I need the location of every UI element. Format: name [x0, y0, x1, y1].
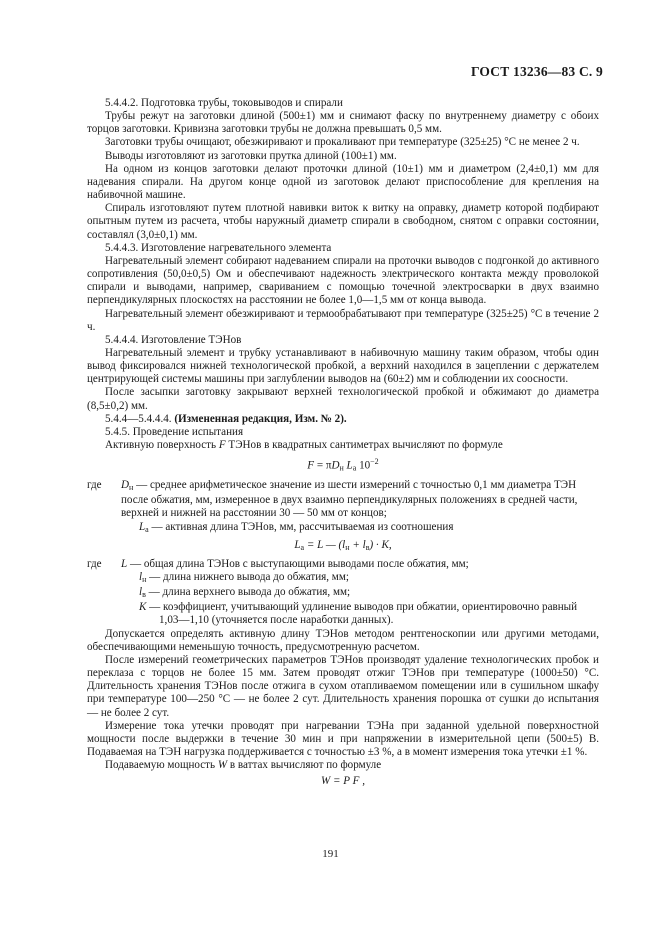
paragraph: После измерений геометрических параметров ТЭНов производят удаление технологических пробок и переклаза с торцов не более 15 мм. Затем проводят отжиг ТЭНов при температуре (1000±50) °С. Длительность хранения ТЭНов после отжига в сухом отапливаемом помещении или в сушильном шкафу при температуре 100—250 °С — не более 2 сут. Длительность хранения порошка от сушки до испытания — не более 2 сут. [87, 653, 599, 719]
paragraph: Допускается определять активную длину ТЭНов методом рентгеноскопии или другими методами, обеспечивающими неменьшую точность, предусмотренную расчетом. [87, 627, 599, 653]
paragraph: Активную поверхность F ТЭНов в квадратных сантиметрах вычисляют по формуле [105, 439, 503, 452]
amendment-text: (Измененная редакция, Изм. № 2). [174, 412, 347, 425]
formula-power: W = P F , [321, 775, 365, 788]
section-heading-5-4-4-4: 5.4.4.4. Изготовление ТЭНов [105, 333, 242, 346]
formula-active-surface: $F = \pi D_н$ $L_а$ $10^{-2}$ [307, 457, 379, 473]
amendment-range: 5.4.4—5.4.4.4. [105, 412, 175, 425]
page-number: 191 [322, 848, 339, 860]
page-header: ГОСТ 13236—83 С. 9 [470, 64, 603, 79]
paragraph: Подаваемую мощность W в ваттах вычисляют по формуле [105, 759, 382, 772]
document-body [87, 97, 599, 793]
definition-ln: $l_н$ — длина нижнего вывода до обжатия, мм; [139, 571, 349, 584]
paragraph: Выводы изготовляют из заготовки прутка длиной (100±1) мм. [105, 149, 397, 162]
formula-active-length: $L_а = L$ — $(l_н + l_в) \cdot K$, [294, 538, 392, 552]
amendment-note [87, 413, 599, 426]
definition-lv: $l_в$ — длина верхнего вывода до обжатия, мм; [139, 586, 351, 600]
section-heading-5-4-4-3: 5.4.4.3. Изготовление нагревательного элемента [105, 241, 332, 254]
definition-l: где L — общая длина ТЭНов с выступающими выводами после обжатия, мм; [87, 557, 469, 570]
definition-d: где $D_н$ — среднее арифметическое значение из шести измерений с точностью 0,1 мм диаметра ТЭН после обжатия, мм, измеренное в двух взаимно перпендикулярных положениях в средней части, верхней и нижней на расстоянии 30 — 50 мм от концов; [87, 479, 578, 520]
definition-k: K — коэффициент, учитывающий удлинение выводов при обжатии, ориентировочно равный 1,03—1,10 (уточняется после наработки данных). [139, 601, 578, 627]
paragraph: На одном из концов заготовки делают проточки длиной (10±1) мм и диаметром (2,4±0,1) мм для надевания спирали. На другом конце одной из заготовок делают приспособление для крепления на набивочной машине. [87, 162, 599, 202]
paragraph: Нагревательный элемент и трубку устанавливают в набивочную машину таким образом, чтобы один вывод фиксировался нижней технологической пробкой, а верхний находился в зацеплении с держателем центрирующей системы машины при заглублении выводов на (60±2) мм и соблюдении их соосности. [87, 346, 599, 386]
paragraph: Нагревательный элемент обезжиривают и термообрабатывают при температуре (325±25) °С в течение 2 ч. [87, 307, 599, 333]
paragraph: Трубы режут на заготовки длиной (500±1) мм и снимают фаску по внутреннему диаметру с обоих торцов заготовки. Кривизна заготовки трубы не должна превышать 0,5 мм. [87, 110, 599, 136]
definition-la: $L_а$ — активная длина ТЭНов, мм, рассчитываемая из соотношения [139, 520, 454, 534]
section-heading-5-4-4-2: 5.4.4.2. Подготовка трубы, токовыводов и спирали [105, 97, 343, 109]
paragraph: Нагревательный элемент собирают надеванием спирали на проточки выводов с подгонкой до активного сопротивления (50,0±0,5) Ом и обеспечивают надежность электрического контакта между проволокой спирали и выводами, например, свариванием с помощью точечной электросварки в двух взаимно перпендикулярных плоскостях на расстоянии не более 1,0—1,5 мм от конца вывода. [87, 254, 599, 307]
paragraph: После засыпки заготовку закрывают верхней технологической пробкой и обжимают до диаметра (8,5±0,2) мм. [87, 386, 599, 412]
section-heading-5-4-5: 5.4.5. Проведение испытания [105, 425, 244, 438]
paragraph: Заготовки трубы очищают, обезжиривают и прокаливают при температуре (325±25) °С не менее 2 ч. [105, 136, 580, 149]
paragraph: Спираль изготовляют путем плотной навивки виток к витку на оправку, диаметр которой подбирают опытным путем из расчета, чтобы наружный диаметр спирали в свободном, снятом с оправки состоянии, составлял (3,0±0,1) мм. [87, 202, 599, 241]
paragraph: Измерение тока утечки проводят при нагревании ТЭНа при заданной удельной поверхностной мощности после выдержки в течение 30 мин и при напряжении в измерительной цепи (500±5) В. Подаваемая на ТЭН нагрузка поддерживается с точностью ±3 %, а в момент измерения тока утечки ±1 %. [87, 719, 599, 759]
